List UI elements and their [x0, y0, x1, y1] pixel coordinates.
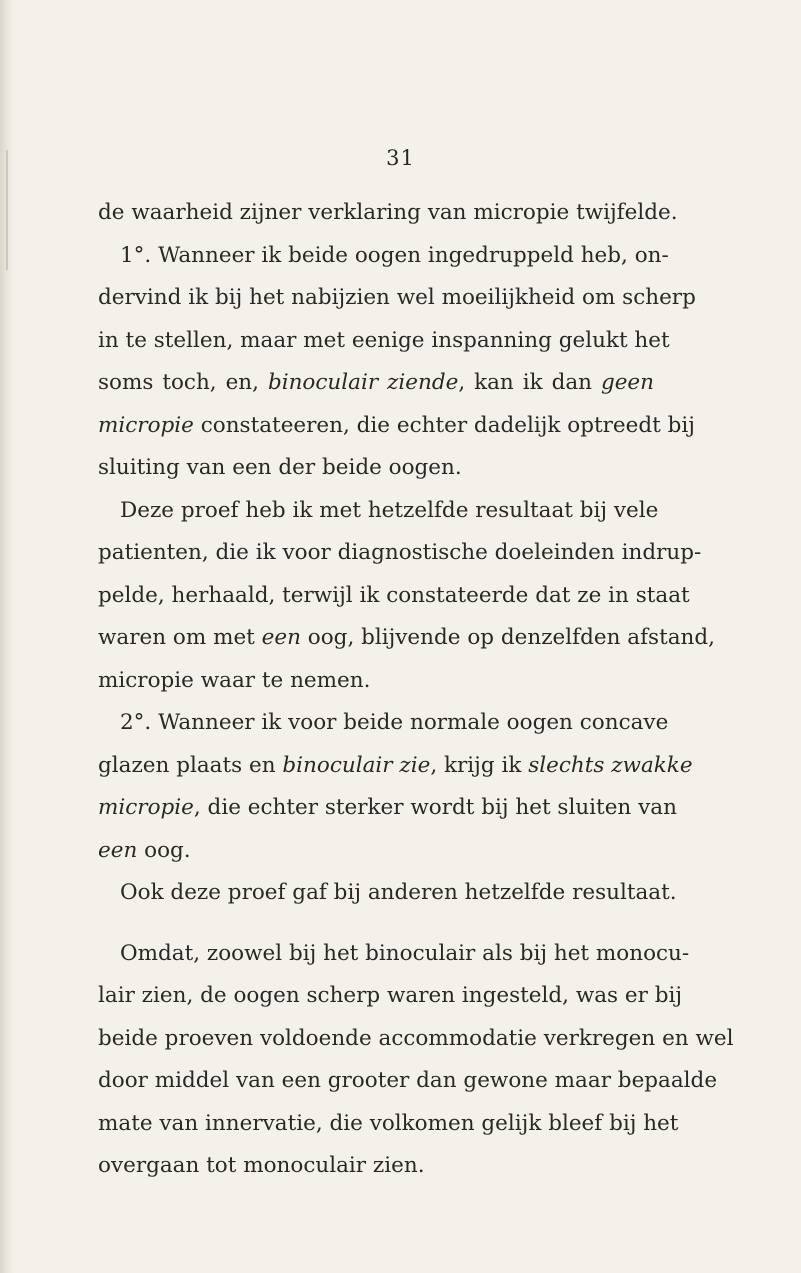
- text-line: micropie, die echter sterker wordt bij het sluiten van: [98, 795, 677, 820]
- text-line: Omdat, zoowel bij het binoculair als bij het monocu-: [120, 940, 690, 966]
- text-line: 1°. Wanneer ik beide oogen ingedruppeld heb, on-: [120, 242, 669, 268]
- text-line: mate van innervatie, die volkomen gelijk bleef bij het: [98, 1110, 679, 1136]
- text-line: micropie constateeren, die echter dadelijk optreedt bij: [98, 412, 695, 438]
- text-line: de waarheid zijner verklaring van micropie twijfelde.: [98, 200, 678, 225]
- text-line: waren om met een oog, blijvende op denzelfden afstand,: [98, 625, 715, 650]
- page-edge: [0, 0, 14, 1273]
- text-line: door middel van een grooter dan gewone maar bepaalde: [98, 1068, 718, 1093]
- text-line: dervind ik bij het nabijzien wel moeilijkheid om scherp: [98, 285, 696, 310]
- text-line: Ook deze proef gaf bij anderen hetzelfde resultaat.: [120, 880, 677, 905]
- text-line: soms toch, en, binoculair ziende, kan ik dan geen: [98, 370, 654, 395]
- text-line: overgaan tot monoculair zien.: [98, 1153, 425, 1178]
- text-line: in te stellen, maar met eenige inspanning gelukt het: [98, 327, 670, 353]
- text-line: lair zien, de oogen scherp waren ingesteld, was er bij: [98, 983, 683, 1008]
- text-line: Deze proef heb ik met hetzelfde resultaat bij vele: [120, 497, 659, 523]
- text-line: micropie waar te nemen.: [98, 667, 371, 693]
- text-line: 2°. Wanneer ik voor beide normale oogen concave: [120, 710, 669, 735]
- page-number: 31: [386, 146, 415, 170]
- text-line: een oog.: [98, 837, 191, 863]
- text-line: patienten, die ik voor diagnostische doeleinden indrup-: [98, 540, 702, 565]
- text-line: glazen plaats en binoculair zie, krijg ik slechts zwakke: [98, 752, 693, 778]
- text-line: pelde, herhaald, terwijl ik constateerde dat ze in staat: [98, 582, 690, 608]
- text-line: beide proeven voldoende accommodatie verkregen en wel: [98, 1025, 734, 1051]
- text-line: sluiting van een der beide oogen.: [98, 455, 462, 480]
- body-text: [98, 192, 734, 1188]
